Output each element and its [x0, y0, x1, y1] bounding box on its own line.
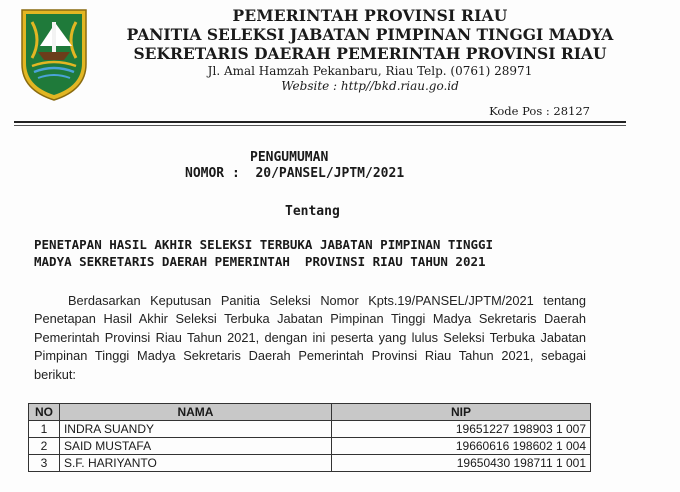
announcement-subject-line1: PENETAPAN HASIL AKHIR SELEKSI TERBUKA JABATAN PIMPINAN TINGGI: [34, 237, 494, 252]
row-number: 1: [29, 421, 60, 438]
announcement-number: NOMOR : 20/PANSEL/JPTM/2021: [185, 166, 405, 181]
table-row: [29, 438, 591, 455]
letterhead-address: Jl. Amal Hamzah Pekanbaru, Riau Telp. (0761) 28971: [207, 64, 533, 78]
letterhead-government-name: PEMERINTAH PROVINSI RIAU: [232, 6, 508, 25]
announcement-heading: PENGUMUMAN: [250, 150, 329, 165]
column-header-no: NO: [29, 404, 60, 421]
postal-code: Kode Pos : 28127: [489, 104, 590, 118]
table-header-row: [29, 404, 591, 421]
letterhead-divider-thin: [14, 125, 626, 126]
letterhead-website: Website : http//bkd.riau.go.id: [281, 79, 459, 93]
table-row: [29, 421, 591, 438]
announcement-body: [34, 292, 586, 384]
announcement-tentang: Tentang: [285, 204, 340, 219]
riau-province-emblem-icon: [18, 6, 90, 102]
results-table: [28, 403, 591, 472]
row-number: 2: [29, 438, 60, 455]
row-nip: 19650430 198711 1 001: [331, 455, 590, 472]
row-nip: 19651227 198903 1 007: [331, 421, 590, 438]
letterhead-divider-thick: [14, 121, 626, 123]
row-name: SAID MUSTAFA: [59, 438, 331, 455]
announcement-subject-line2: MADYA SEKRETARIS DAERAH PEMERINTAH PROVINSI RIAU TAHUN 2021: [34, 254, 486, 269]
column-header-nip: NIP: [331, 404, 590, 421]
table-row: [29, 455, 591, 472]
row-nip: 19660616 198602 1 004: [331, 438, 590, 455]
row-name: S.F. HARIYANTO: [59, 455, 331, 472]
letterhead: [96, 6, 644, 94]
announcement-body-text: Berdasarkan Keputusan Panitia Seleksi Nomor Kpts.19/PANSEL/JPTM/2021 tentang Penetapan Hasil Akhir Seleksi Terbuka Jabatan Pimpinan Tinggi Madya Sekretaris Daerah Pemerintah Provinsi Riau Tahun 2021, dengan ini peserta yang lulus Seleksi Terbuka Jabatan Pimpinan Tinggi Madya Sekretaris Daerah Pemerintah Provinsi Riau Tahun 2021, sebagai berikut:: [34, 293, 586, 382]
row-name: INDRA SUANDY: [59, 421, 331, 438]
letterhead-committee-name: PANITIA SELEKSI JABATAN PIMPINAN TINGGI MADYA: [126, 25, 614, 44]
column-header-nama: NAMA: [59, 404, 331, 421]
row-number: 3: [29, 455, 60, 472]
letterhead-secretariat-name: SEKRETARIS DAERAH PEMERINTAH PROVINSI RIAU: [133, 44, 607, 63]
announcement-subject: [34, 236, 614, 270]
